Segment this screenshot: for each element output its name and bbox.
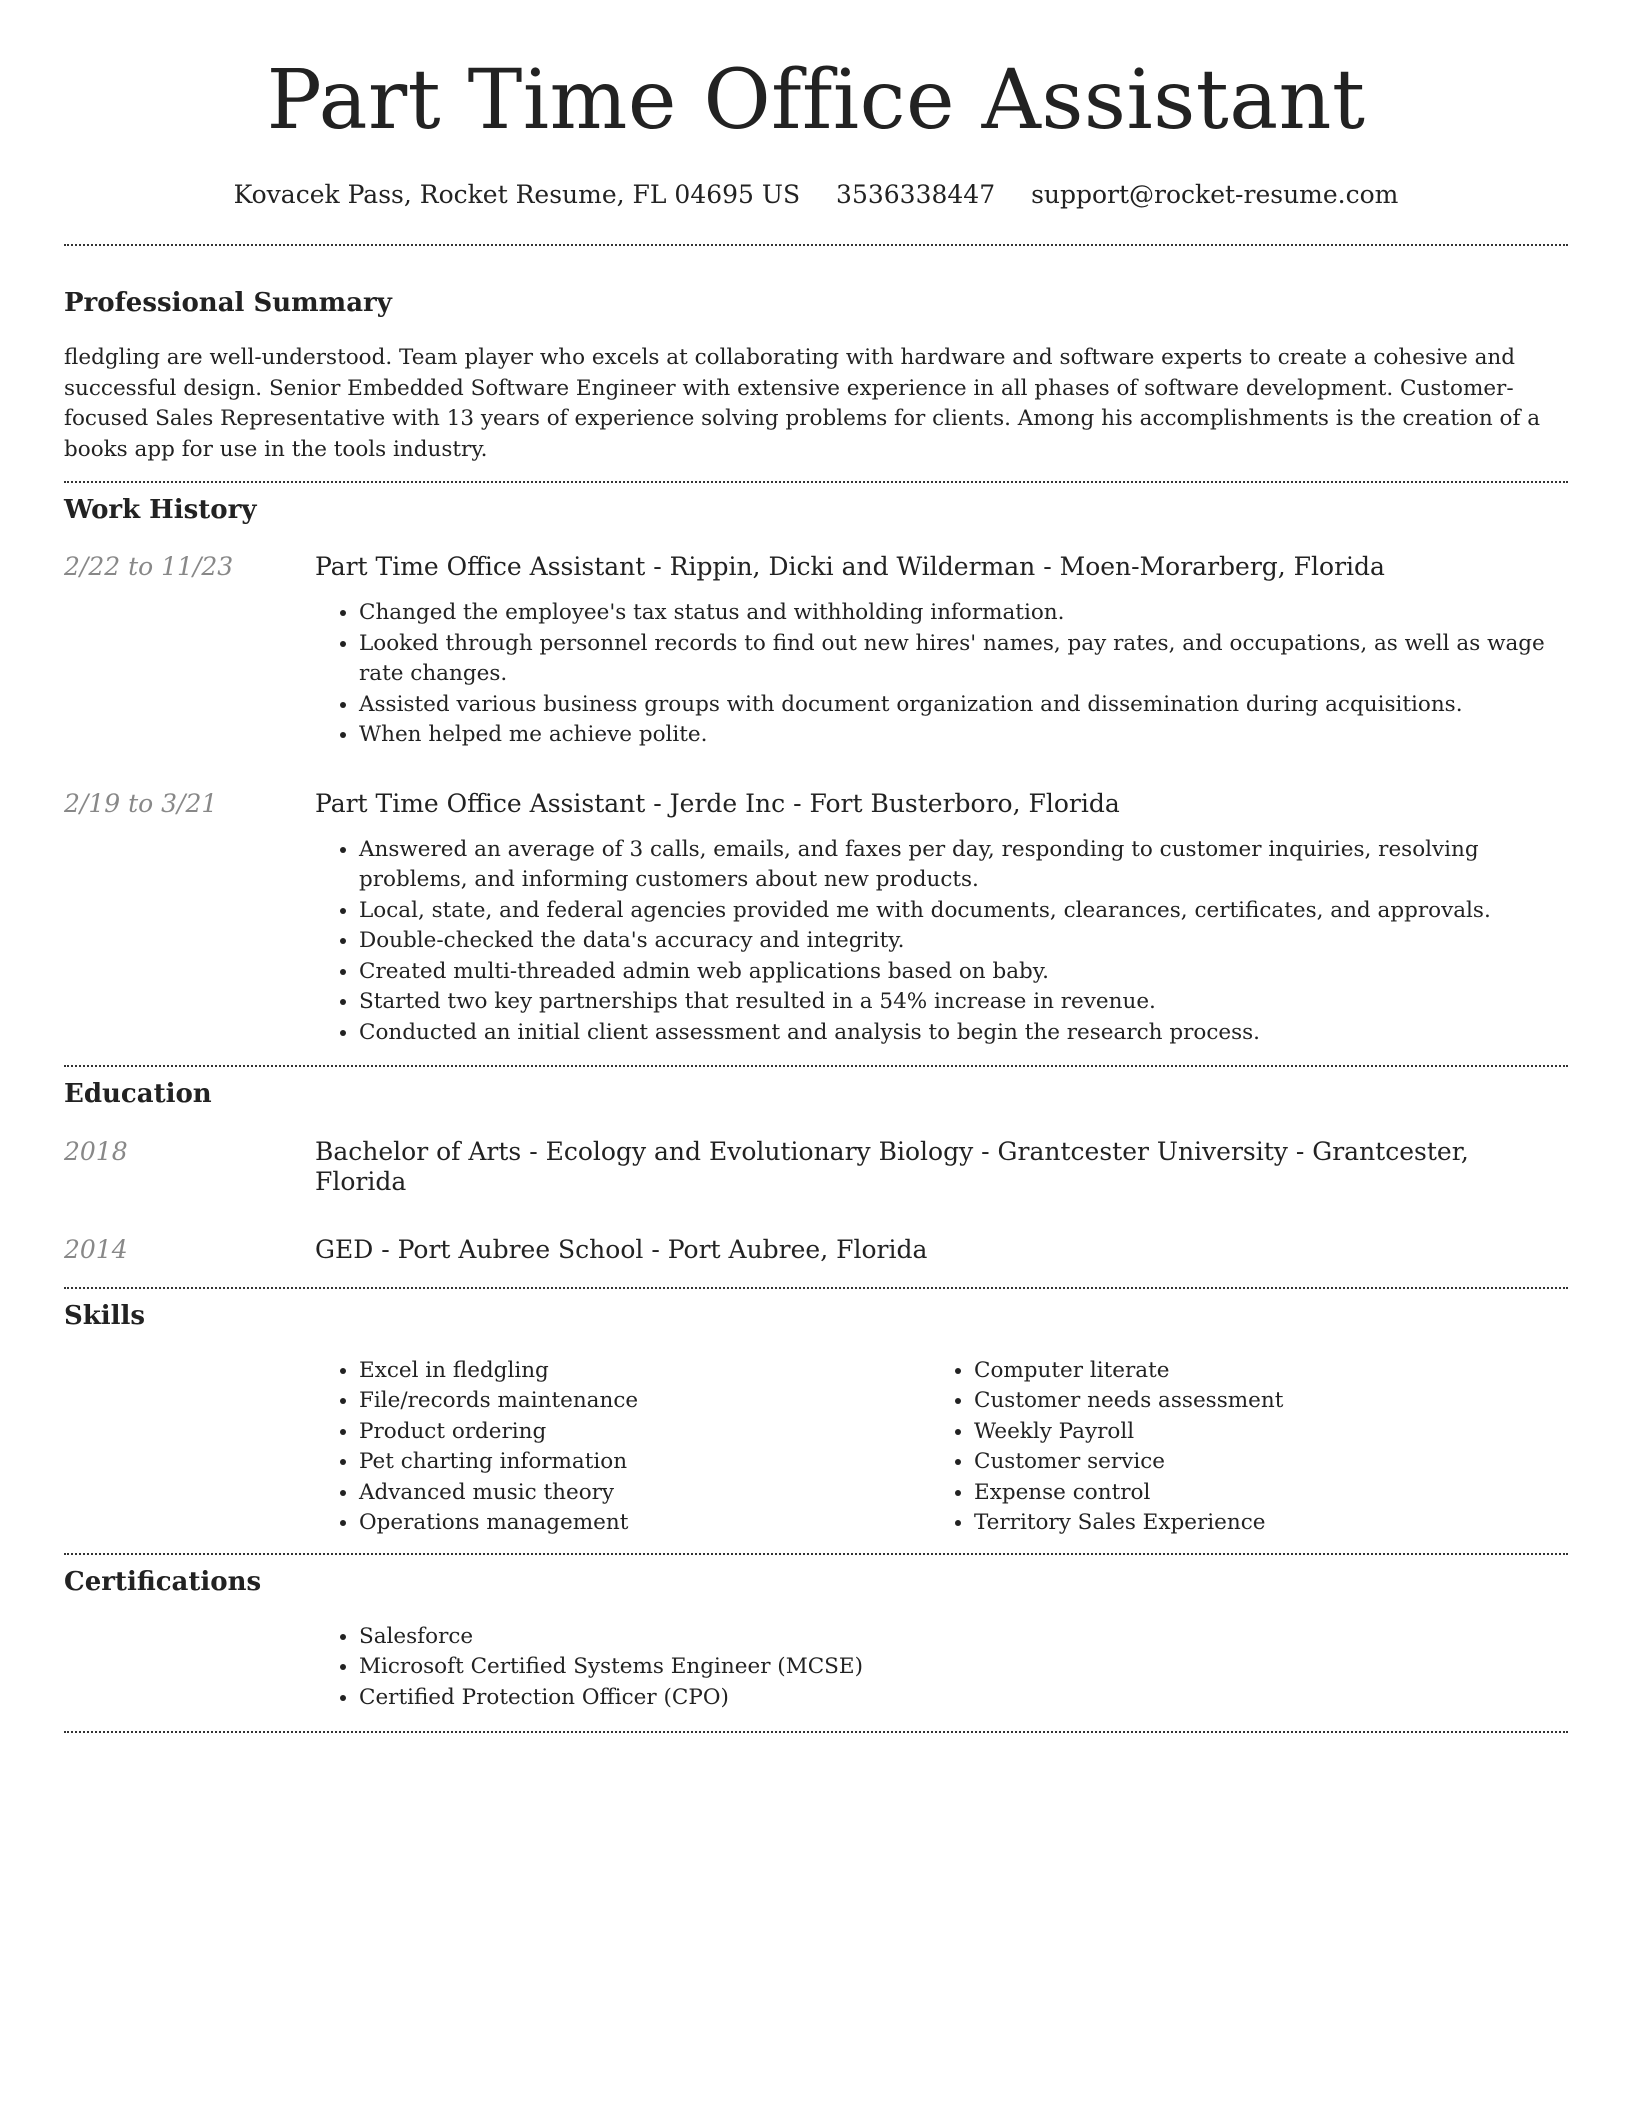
section-work-history — [64, 495, 1568, 1048]
job-bullet: • Changed the employee's tax status and withholding information. — [359, 598, 1568, 629]
education-year: 2014 — [64, 1234, 128, 1264]
job-bullets — [315, 598, 1568, 751]
section-title-certifications: Certifications — [64, 1566, 262, 1597]
education-title: GED - Port Aubree School - Port Aubree, Florida — [315, 1234, 928, 1264]
skill-item: • Excel in fledgling — [359, 1356, 930, 1387]
divider — [64, 1287, 1568, 1289]
skill-item: • Advanced music theory — [359, 1478, 930, 1509]
divider — [64, 481, 1568, 483]
resume-page — [64, 0, 1568, 1733]
skill-item: • Pet charting information — [359, 1447, 930, 1478]
divider — [64, 1065, 1568, 1067]
education-title: Bachelor of Arts - Ecology and Evolutionary Biology - Grantcester University - Grantcester, Florida — [315, 1136, 1469, 1196]
skill-item: • Customer service — [974, 1447, 1545, 1478]
certification-item: • Certified Protection Officer (CPO) — [359, 1683, 1568, 1714]
job-title: Part Time Office Assistant - Jerde Inc - Fort Busterboro, Florida — [315, 788, 1120, 818]
job-entry — [64, 552, 1568, 751]
section-title-work-history: Work History — [64, 495, 257, 526]
certifications-wrap — [315, 1622, 1568, 1714]
summary-text: fledgling are well-understood. Team player who excels at collaborating with hardware and software experts to create a cohesive and successful design. Senior Embedded Software Engineer with extensive experience in all phases of software development. Customer-focused Sales Representative with 13 years of experience solving problems for clients. Among his accomplishments is the creation of a books app for use in the tools industry. — [64, 345, 1541, 462]
skills-columns — [315, 1356, 1568, 1539]
skills-list-right — [930, 1356, 1545, 1539]
section-title-education: Education — [64, 1079, 212, 1110]
skill-item: • Computer literate — [974, 1356, 1545, 1387]
certifications-list — [315, 1622, 1568, 1714]
contact-address: Kovacek Pass, Rocket Resume, FL 04695 US — [233, 180, 801, 209]
skill-item: • Product ordering — [359, 1417, 930, 1448]
section-title-skills: Skills — [64, 1300, 146, 1331]
skill-item: • Territory Sales Experience — [974, 1508, 1545, 1539]
job-bullet: • Answered an average of 3 calls, emails, and faxes per day, responding to customer inquiries, resolving problems, and informing customers about new products. — [359, 835, 1568, 896]
divider — [64, 1553, 1568, 1555]
section-certifications — [64, 1567, 1568, 1714]
certification-item: • Salesforce — [359, 1622, 1568, 1653]
skills-column-right — [930, 1356, 1545, 1539]
certification-item: • Microsoft Certified Systems Engineer (MCSE) — [359, 1652, 1568, 1683]
skill-item: • Operations management — [359, 1508, 930, 1539]
job-bullet: • When helped me achieve polite. — [359, 720, 1568, 751]
education-entry — [64, 1235, 1568, 1265]
skill-item: • Expense control — [974, 1478, 1545, 1509]
contact-line — [64, 180, 1568, 210]
skill-item: • Weekly Payroll — [974, 1417, 1545, 1448]
section-summary — [64, 288, 1568, 465]
skill-item: • File/records maintenance — [359, 1386, 930, 1417]
divider — [64, 244, 1568, 246]
job-dates: 2/22 to 11/23 — [64, 552, 234, 582]
contact-email: support@rocket-resume.com — [1031, 180, 1399, 209]
job-bullets-wrap — [315, 598, 1568, 751]
section-title-summary: Professional Summary — [64, 288, 392, 318]
skill-item: • Customer needs assessment — [974, 1386, 1545, 1417]
section-education — [64, 1079, 1568, 1264]
job-bullet: • Started two key partnerships that resulted in a 54% increase in revenue. — [359, 987, 1568, 1018]
job-bullet: • Assisted various business groups with document organization and dissemination during acquisitions. — [359, 690, 1568, 721]
job-dates: 2/19 to 3/21 — [64, 788, 218, 818]
skills-list-left — [315, 1356, 930, 1539]
job-bullets — [315, 835, 1568, 1049]
job-bullets-wrap — [315, 835, 1568, 1049]
job-title: Part Time Office Assistant - Rippin, Dicki and Wilderman - Moen-Morarberg, Florida — [315, 552, 1385, 582]
job-bullet: • Conducted an initial client assessment and analysis to begin the research process. — [359, 1018, 1568, 1049]
job-bullet: • Double-checked the data's accuracy and integrity. — [359, 926, 1568, 957]
education-entry — [64, 1137, 1568, 1197]
section-skills — [64, 1301, 1568, 1539]
job-bullet: • Local, state, and federal agencies provided me with documents, clearances, certificates, and approvals. — [359, 896, 1568, 927]
job-bullet: • Created multi-threaded admin web applications based on baby. — [359, 957, 1568, 988]
education-year: 2018 — [64, 1136, 128, 1166]
divider — [64, 1731, 1568, 1733]
skills-column-left — [315, 1356, 930, 1539]
job-entry — [64, 789, 1568, 1049]
resume-name: Part Time Office Assistant — [266, 53, 1366, 148]
contact-phone: 3536338447 — [836, 180, 996, 209]
job-bullet: • Looked through personnel records to find out new hires' names, pay rates, and occupations, as well as wage rate changes. — [359, 629, 1568, 690]
